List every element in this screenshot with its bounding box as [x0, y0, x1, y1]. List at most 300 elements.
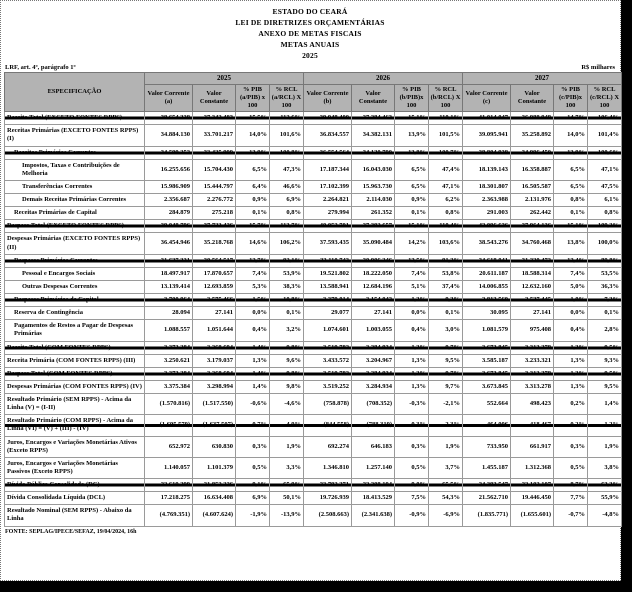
title-law: LEI DE DIRETRIZES ORÇAMENTÁRIAS	[235, 18, 385, 27]
value-cell: 284.879	[145, 207, 193, 220]
value-cell: 18.497.917	[145, 267, 193, 280]
value-cell: (1.655.601)	[511, 505, 554, 526]
value-cell: 6,5%	[554, 180, 588, 193]
value-cell: 36.454.946	[145, 233, 193, 254]
value-cell: 3.519.782	[304, 341, 352, 354]
row-label: Despesas Primárias (EXCETO FONTES RPPS) (II)	[5, 233, 145, 254]
value-cell: 100,0%	[588, 233, 622, 254]
value-cell: 0,1%	[270, 307, 304, 320]
table-row	[5, 394, 622, 415]
value-cell: 2.813.560	[463, 294, 511, 307]
value-cell: 21.852.226	[193, 479, 236, 492]
value-cell: 0,8%	[588, 207, 622, 220]
value-cell: 21.562.710	[463, 492, 511, 505]
image-shadow-right	[622, 7, 632, 592]
value-cell: 0,5%	[554, 457, 588, 478]
value-cell: 692.274	[304, 436, 352, 457]
title-state: ESTADO DO CEARÁ	[272, 7, 348, 16]
unit-note: R$ milhares	[581, 64, 615, 71]
value-cell: 7,3%	[588, 294, 622, 307]
value-cell: 55,9%	[588, 492, 622, 505]
value-cell: 35.258.892	[511, 125, 554, 146]
value-cell: 34.120.790	[352, 146, 395, 159]
value-cell: 3.673.845	[463, 341, 511, 354]
value-cell: 5,1%	[395, 280, 429, 293]
value-cell: 0,5%	[236, 457, 270, 478]
table-row	[5, 380, 622, 393]
value-cell: 13,8%	[395, 146, 429, 159]
value-cell: 1,9%	[588, 436, 622, 457]
value-cell: 41.014.047	[463, 112, 511, 125]
table-row	[5, 125, 622, 146]
value-cell: 3.284.934	[352, 380, 395, 393]
value-cell: 106,2%	[270, 233, 304, 254]
subcolumn-header: Valor Corrente (c)	[463, 84, 511, 111]
row-label: Resultado Primário (COM RPPS) - Acima da Linha (VI) = (V) + (III) - (IV)	[5, 415, 145, 436]
value-cell: 6,4%	[236, 180, 270, 193]
value-cell: (1.517.550)	[193, 394, 236, 415]
value-cell: 1,3%	[395, 380, 429, 393]
value-cell: 37.964.136	[511, 220, 554, 233]
value-cell: 1.346.810	[304, 457, 352, 478]
value-cell: 33.701.217	[193, 125, 236, 146]
value-cell: 28.094	[145, 307, 193, 320]
value-cell: 0,0%	[554, 307, 588, 320]
row-label: Despesa Total (COM FONTES RPPS)	[5, 367, 145, 380]
value-cell: 22.619.299	[145, 479, 193, 492]
subcolumn-header: % RCL (c/RCL) X 100	[588, 84, 622, 111]
value-cell: 1,0%	[554, 294, 588, 307]
value-cell: 12.684.196	[352, 280, 395, 293]
row-label: Despesa Total (EXCETO FONTES RPPS)	[5, 220, 145, 233]
row-label: Juros, Encargos e Variações Monetárias Ativos (Exceto RPPS)	[5, 436, 145, 457]
value-cell: 3.375.384	[145, 380, 193, 393]
value-cell: 23.792.271	[304, 479, 352, 492]
value-cell: 1.081.579	[463, 320, 511, 341]
value-cell: 3.433.572	[304, 354, 352, 367]
value-cell: 24.393.547	[463, 479, 511, 492]
value-cell: 7,4%	[236, 267, 270, 280]
value-cell: 1,4%	[588, 394, 622, 415]
value-cell: 6,5%	[236, 159, 270, 180]
value-cell: 12,5%	[395, 254, 429, 267]
value-cell: 19.726.939	[304, 492, 352, 505]
value-cell: -6,9%	[429, 505, 463, 526]
value-cell: 3.204.967	[352, 354, 395, 367]
table-row	[5, 180, 622, 193]
row-label: Dívida Consolidada Líquida (DCL)	[5, 492, 145, 505]
value-cell: 1,4%	[236, 367, 270, 380]
value-cell: -2,3%	[429, 415, 463, 436]
value-cell: 27.141	[511, 307, 554, 320]
value-cell: 101,4%	[588, 125, 622, 146]
value-cell: 1.074.601	[304, 320, 352, 341]
value-cell: -4,8%	[588, 505, 622, 526]
value-cell: 3.313.278	[511, 380, 554, 393]
row-label: Resultado Nominal (SEM RPPS) - Abaixo da Linha	[5, 505, 145, 526]
value-cell: 13,8%	[554, 233, 588, 254]
value-cell: 8,7%	[554, 479, 588, 492]
value-cell: 34.884.130	[145, 125, 193, 146]
value-cell: 0,4%	[554, 320, 588, 341]
value-cell: 9,7%	[429, 380, 463, 393]
value-cell: 3,7%	[429, 457, 463, 478]
value-cell: (2.341.638)	[352, 505, 395, 526]
row-label: Receitas Primárias (EXCETO FONTES RPPS) (I)	[5, 125, 145, 146]
value-cell: 12.632.160	[511, 280, 554, 293]
value-cell: 15.963.730	[352, 180, 395, 193]
title-annex: ANEXO DE METAS FISCAIS	[258, 29, 362, 38]
document-header	[4, 4, 616, 61]
lrf-note: LRF, art. 4º, parágrafo 1º	[5, 64, 76, 71]
value-cell: 38,3%	[270, 280, 304, 293]
value-cell: 261.352	[352, 207, 395, 220]
value-cell: 2,8%	[588, 320, 622, 341]
value-cell: (758.878)	[304, 394, 352, 415]
value-cell: 92,1%	[270, 254, 304, 267]
value-cell: -0,9%	[395, 505, 429, 526]
value-cell: 13.588.941	[304, 280, 352, 293]
value-cell: 3.233.321	[511, 354, 554, 367]
value-cell: 0,4%	[395, 320, 429, 341]
value-cell: 9,7%	[429, 341, 463, 354]
value-cell: 63,3%	[588, 479, 622, 492]
value-cell: (844.558)	[304, 415, 352, 436]
value-cell: 3.284.934	[352, 367, 395, 380]
value-cell: 54,3%	[429, 492, 463, 505]
value-cell: 30.564.517	[193, 254, 236, 267]
value-cell: 18.588.314	[511, 267, 554, 280]
value-cell: 110,4%	[429, 220, 463, 233]
value-cell: 2.537.445	[511, 294, 554, 307]
value-cell: 38.654.338	[145, 112, 193, 125]
value-cell: 0,1%	[236, 207, 270, 220]
value-cell: 36,3%	[588, 280, 622, 293]
value-cell: 2.356.687	[145, 194, 193, 207]
value-cell: 65,9%	[270, 479, 304, 492]
value-cell: 38.804.938	[463, 146, 511, 159]
value-cell: 6,2%	[429, 194, 463, 207]
value-cell: 3.373.284	[145, 367, 193, 380]
value-cell: 0,0%	[395, 307, 429, 320]
value-cell: 39.948.400	[304, 112, 352, 125]
value-cell: -0,7%	[554, 505, 588, 526]
year-header-2027: 2027	[463, 73, 622, 85]
table-row	[5, 341, 622, 354]
value-cell: 1.101.379	[193, 457, 236, 478]
subcolumn-header: % PIB (b/PIB)x 100	[395, 84, 429, 111]
value-cell: 15,1%	[554, 220, 588, 233]
value-cell: 16.505.587	[511, 180, 554, 193]
subcolumn-header: % PIB (a/PIB) x 100	[236, 84, 270, 111]
value-cell: 12,7%	[236, 254, 270, 267]
value-cell: 12,4%	[554, 254, 588, 267]
value-cell: 18.413.529	[352, 492, 395, 505]
value-cell: 30.906.246	[352, 254, 395, 267]
subcolumn-header: Valor Constante	[352, 84, 395, 111]
value-cell: 34.382.131	[352, 125, 395, 146]
table-row	[5, 457, 622, 478]
value-cell: 37.392.657	[352, 220, 395, 233]
value-cell: 34.760.468	[511, 233, 554, 254]
value-cell: 3.575.466	[193, 294, 236, 307]
value-cell: 112,6%	[270, 112, 304, 125]
value-cell: 17.102.399	[304, 180, 352, 193]
value-cell: 16.358.887	[511, 159, 554, 180]
value-cell: 3.519.252	[304, 380, 352, 393]
table-row	[5, 254, 622, 267]
value-cell: 17.218.275	[145, 492, 193, 505]
value-cell: 3.313.278	[511, 367, 554, 380]
value-cell: 18.222.050	[352, 267, 395, 280]
value-cell: 9,8%	[270, 341, 304, 354]
value-cell: 15,1%	[395, 112, 429, 125]
value-cell: 14,0%	[236, 125, 270, 146]
value-cell: 14,2%	[395, 233, 429, 254]
value-cell: (2.508.663)	[304, 505, 352, 526]
value-cell: 0,1%	[395, 207, 429, 220]
subcolumn-header: % RCL (b/RCL) X 100	[429, 84, 463, 111]
value-cell: 19.446.450	[511, 492, 554, 505]
row-label: Pessoal e Encargos Sociais	[5, 267, 145, 280]
value-cell: 3.313.278	[511, 341, 554, 354]
value-cell: 15.704.430	[193, 159, 236, 180]
value-cell: 38.543.276	[463, 233, 511, 254]
value-cell: 1,2%	[588, 415, 622, 436]
value-cell: 14.006.855	[463, 280, 511, 293]
value-cell: 291.003	[463, 207, 511, 220]
value-cell: 89,8%	[588, 254, 622, 267]
value-cell: 3.268.694	[193, 367, 236, 380]
value-cell: 33.110.743	[304, 254, 352, 267]
value-cell: 1,3%	[236, 354, 270, 367]
value-cell: 53,5%	[588, 267, 622, 280]
value-cell: 0,8%	[270, 207, 304, 220]
value-cell: 100,7%	[429, 146, 463, 159]
row-label: Transferências Correntes	[5, 180, 145, 193]
value-cell: (1.570.816)	[145, 394, 193, 415]
value-cell: -0,3%	[395, 415, 429, 436]
column-header-especificacao: ESPECIFICAÇÃO	[5, 73, 145, 112]
value-cell: 1.140.057	[145, 457, 193, 478]
value-cell: 6,9%	[270, 194, 304, 207]
value-cell: 0,0%	[236, 307, 270, 320]
value-cell: 7,4%	[554, 267, 588, 280]
row-label: Resultado Primário (SEM RPPS) - Acima da Linha (V) = (I-II)	[5, 394, 145, 415]
value-cell: -4,6%	[270, 394, 304, 415]
value-cell: 47,1%	[429, 180, 463, 193]
value-cell: 3.250.621	[145, 354, 193, 367]
value-cell: 14,6%	[236, 233, 270, 254]
value-cell: 39.095.941	[463, 125, 511, 146]
value-cell: 1,3%	[554, 354, 588, 367]
row-label: Receitas Primárias Correntes	[5, 146, 145, 159]
value-cell: -4,9%	[270, 415, 304, 436]
source-note: FONTE: SEPLAG/IPECE/SEFAZ, 19/04/2024, 16h	[5, 528, 137, 535]
value-cell: 279.994	[304, 207, 352, 220]
row-label: Receita Primária (COM FONTES RPPS) (III)	[5, 354, 145, 367]
value-cell: 7,5%	[395, 492, 429, 505]
value-cell: 9,5%	[588, 380, 622, 393]
value-cell: 110,1%	[429, 112, 463, 125]
value-cell: 91,2%	[429, 254, 463, 267]
value-cell: 47,1%	[588, 159, 622, 180]
value-cell: 498.423	[511, 394, 554, 415]
value-cell: 3.519.782	[304, 367, 352, 380]
value-cell: 3,8%	[588, 457, 622, 478]
value-cell: 3.298.994	[193, 380, 236, 393]
value-cell: 22.102.107	[511, 479, 554, 492]
value-cell: 0,4%	[236, 320, 270, 341]
value-cell: 39.048.796	[145, 220, 193, 233]
value-cell: 0,1%	[588, 307, 622, 320]
value-cell: 6,9%	[236, 492, 270, 505]
value-cell: 1,3%	[395, 294, 429, 307]
row-label: Outras Despesas Correntes	[5, 280, 145, 293]
value-cell: 13,9%	[395, 125, 429, 146]
row-label: Despesas Primárias (COM FONTES RPPS) (IV)	[5, 380, 145, 393]
value-cell: 2.131.976	[511, 194, 554, 207]
table-row	[5, 367, 622, 380]
value-cell: 1,9%	[429, 436, 463, 457]
value-cell: 37,4%	[429, 280, 463, 293]
value-cell: (708.352)	[352, 394, 395, 415]
value-cell: 16.255.656	[145, 159, 193, 180]
value-cell: 17.870.657	[193, 267, 236, 280]
value-cell: 1.257.140	[352, 457, 395, 478]
table-row	[5, 354, 622, 367]
value-cell: 6,5%	[554, 159, 588, 180]
value-cell: -0,7%	[236, 415, 270, 436]
value-cell: 1,3%	[554, 380, 588, 393]
row-label: Receita Total (EXCETO FONTES RPPS)	[5, 112, 145, 125]
value-cell: 3.673.845	[463, 380, 511, 393]
value-cell: 15,5%	[236, 112, 270, 125]
value-cell: 552.664	[463, 394, 511, 415]
value-cell: 652.972	[145, 436, 193, 457]
value-cell: 0,3%	[554, 436, 588, 457]
value-cell: 14,7%	[554, 112, 588, 125]
table-row	[5, 320, 622, 341]
value-cell: (1.835.771)	[463, 505, 511, 526]
value-cell: 0,1%	[554, 207, 588, 220]
value-cell: 3.585.187	[463, 354, 511, 367]
value-cell: (788.319)	[352, 415, 395, 436]
value-cell: 0,8%	[429, 207, 463, 220]
value-cell: 9,3%	[588, 354, 622, 367]
value-cell: 34.996.450	[511, 146, 554, 159]
value-cell: 47,5%	[588, 180, 622, 193]
value-cell: 36.834.557	[304, 125, 352, 146]
value-cell: (1.695.579)	[145, 415, 193, 436]
value-cell: 1,4%	[236, 341, 270, 354]
subcolumn-header: % PIB (c/PIB)x 100	[554, 84, 588, 111]
value-cell: 18.139.143	[463, 159, 511, 180]
table-row	[5, 233, 622, 254]
row-label: Despesas Primárias de Capital	[5, 294, 145, 307]
value-cell: 12.693.859	[193, 280, 236, 293]
value-cell: 0,2%	[554, 415, 588, 436]
value-cell: 18.301.807	[463, 180, 511, 193]
value-cell: 2.114.030	[352, 194, 395, 207]
image-shadow-bottom	[7, 582, 632, 592]
subcolumn-header: Valor Corrente (a)	[145, 84, 193, 111]
value-cell: 5,0%	[554, 280, 588, 293]
value-cell: 37.723.426	[193, 220, 236, 233]
value-cell: 1,3%	[395, 341, 429, 354]
subcolumn-header: % RCL (a/RCL) X 100	[270, 84, 304, 111]
value-cell: 0,9%	[236, 194, 270, 207]
value-cell: 9,5%	[588, 367, 622, 380]
value-cell: (1.637.507)	[193, 415, 236, 436]
value-cell: 9,8%	[270, 380, 304, 393]
row-label: Impostos, Taxas e Contribuições de Melhoria	[5, 159, 145, 180]
value-cell: -2,1%	[429, 394, 463, 415]
value-cell: 1,4%	[236, 380, 270, 393]
value-cell: 0,8%	[554, 194, 588, 207]
value-cell: 1,3%	[554, 367, 588, 380]
value-cell: 275.218	[193, 207, 236, 220]
value-cell: (4.769.351)	[145, 505, 193, 526]
value-cell: 13,9%	[236, 146, 270, 159]
table-row	[5, 159, 622, 180]
value-cell: 42.096.626	[463, 220, 511, 233]
value-cell: 3.284.934	[352, 341, 395, 354]
value-cell: 2.264.821	[304, 194, 352, 207]
value-cell: 9,0%	[395, 479, 429, 492]
row-label: Juros, Encargos e Variações Monetárias Passivos (Exceto RPPS)	[5, 457, 145, 478]
value-cell: 630.830	[193, 436, 236, 457]
title-goals: METAS ANUAIS	[280, 40, 340, 49]
value-cell: 9,5%	[429, 354, 463, 367]
value-cell: 100,8%	[270, 146, 304, 159]
row-label: Receitas Primárias de Capital	[5, 207, 145, 220]
table-row	[5, 112, 622, 125]
value-cell: 36.988.948	[511, 112, 554, 125]
table-row	[5, 415, 622, 436]
value-cell: 1.312.368	[511, 457, 554, 478]
value-cell: 418.467	[511, 415, 554, 436]
value-cell: 101,5%	[429, 125, 463, 146]
value-cell: 103,6%	[429, 233, 463, 254]
value-cell: 6,5%	[395, 159, 429, 180]
value-cell: 15.986.909	[145, 180, 193, 193]
table-row	[5, 479, 622, 492]
subcolumn-header: Valor Corrente (b)	[304, 84, 352, 111]
value-cell: 34.599.252	[145, 146, 193, 159]
value-cell: 6,5%	[395, 180, 429, 193]
value-cell: 3.700.964	[145, 294, 193, 307]
row-label: Receita Total (COM FONTES RPPS)	[5, 341, 145, 354]
value-cell: 37.593.435	[304, 233, 352, 254]
value-cell: 53,8%	[429, 267, 463, 280]
value-cell: 0,5%	[395, 457, 429, 478]
value-cell: 3.268.694	[193, 341, 236, 354]
value-cell: 13,9%	[554, 146, 588, 159]
value-cell: 9,1%	[236, 479, 270, 492]
value-cell: 464.006	[463, 415, 511, 436]
value-cell: 3.379.014	[304, 294, 352, 307]
value-cell: 35.218.768	[193, 233, 236, 254]
value-cell: 1.003.055	[352, 320, 395, 341]
value-cell: 31.220.473	[511, 254, 554, 267]
value-cell: 27.141	[352, 307, 395, 320]
value-cell: 31.637.331	[145, 254, 193, 267]
value-cell: 100,6%	[588, 146, 622, 159]
value-cell: 101,6%	[270, 125, 304, 146]
value-cell: -0,6%	[236, 394, 270, 415]
value-cell: -13,9%	[270, 505, 304, 526]
